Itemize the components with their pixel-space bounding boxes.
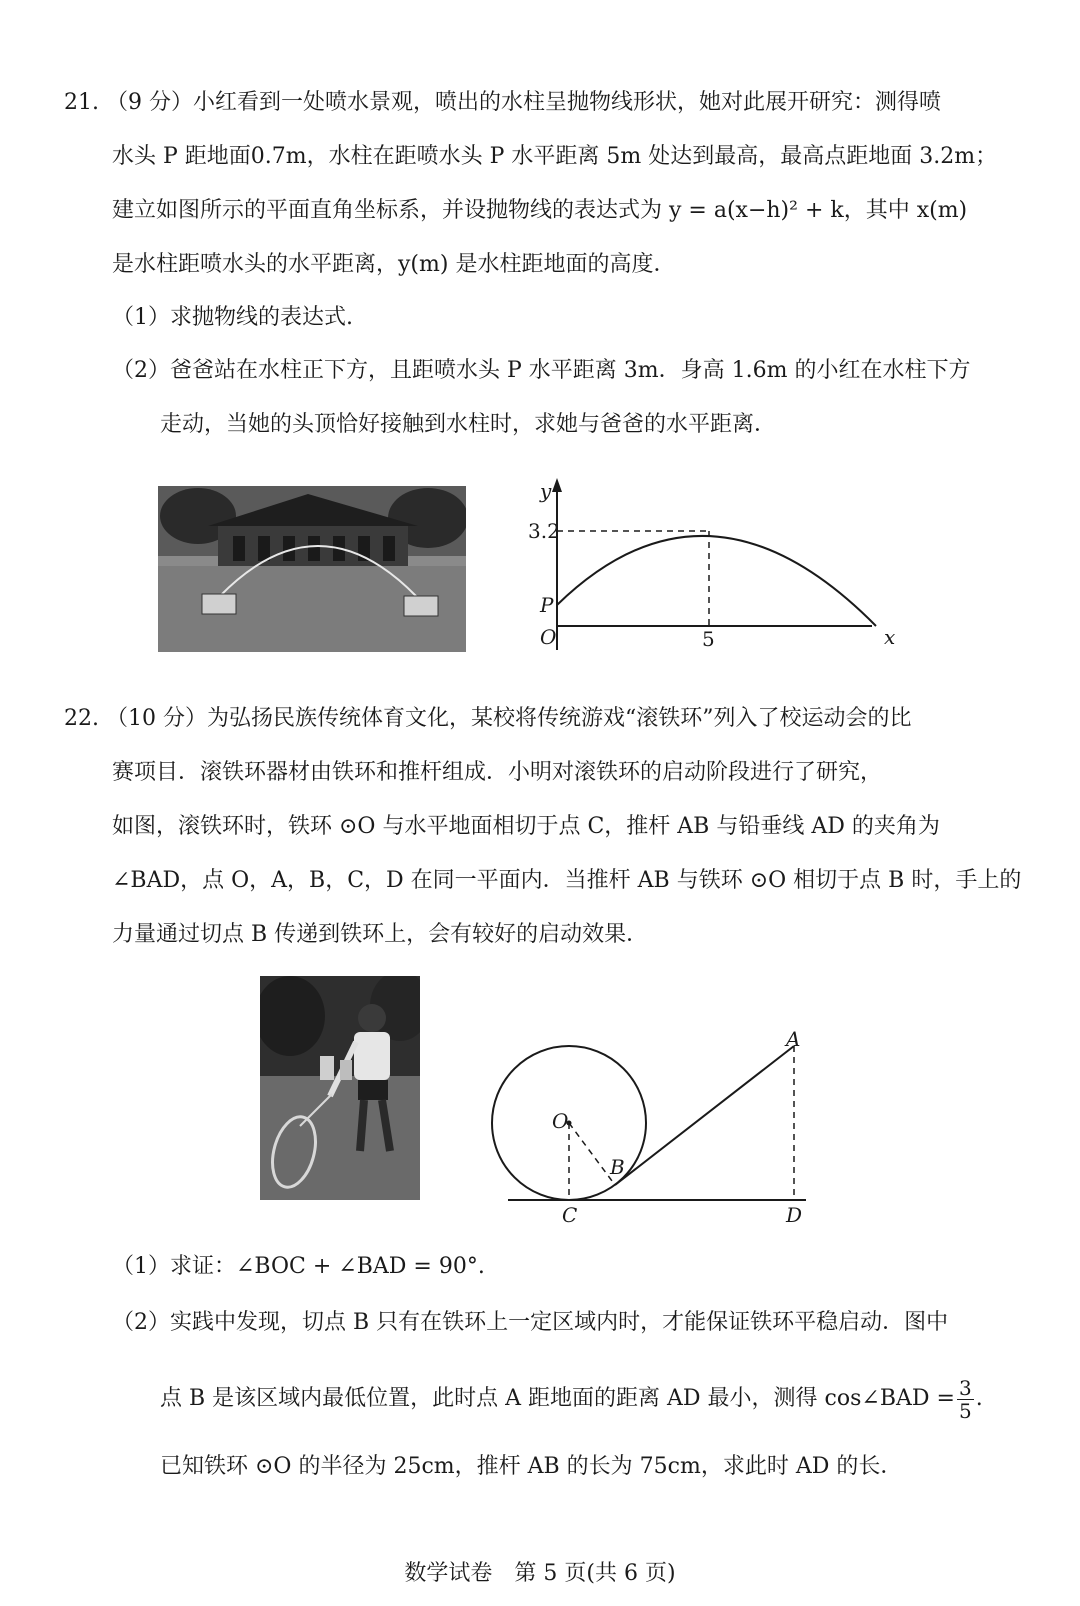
p-label: P — [540, 593, 554, 617]
radius-ob — [569, 1123, 615, 1185]
push-rod-ab — [615, 1046, 794, 1185]
q21-line-4: 是水柱距喷水头的水平距离，y(m) 是水柱距地面的高度． — [112, 252, 676, 277]
q22-line-4: ∠BAD，点 O，A，B，C，D 在同一平面内．当推杆 AB 与铁环 ⊙O 相切于点 B 时，手上的 — [112, 868, 1022, 893]
parabola-curve — [557, 536, 876, 626]
q21-parabola-graph — [520, 474, 920, 656]
q22-line-5: 力量通过切点 B 传递到铁环上，会有较好的启动效果． — [112, 922, 649, 947]
fountain-photo — [158, 486, 466, 652]
q21-part-1: （1）求抛物线的表达式. — [112, 305, 353, 330]
q22-line-2: 赛项目．滚铁环器材由铁环和推杆组成．小明对滚铁环的启动阶段进行了研究， — [112, 760, 883, 785]
label-d: D — [786, 1203, 803, 1227]
fraction-numerator: 3 — [958, 1375, 972, 1400]
q21-line-1: 21. （9 分）小红看到一处喷水景观，喷出的水柱呈抛物线形状，她对此展开研究：测得喷 — [64, 90, 941, 115]
x-tick-label: 5 — [702, 627, 715, 651]
q21-part-2-line-1: （2）爸爸站在水柱正下方，且距喷水头 P 水平距离 3m．身高 1.6m 的小红在水柱下方 — [112, 358, 971, 383]
q22-part-2-line-3: 已知铁环 ⊙O 的半径为 25cm，推杆 AB 的长为 75cm，求此时 AD 的长． — [160, 1454, 903, 1479]
q21-line-3: 建立如图所示的平面直角坐标系，并设抛物线的表达式为 y = a(x−h)² + k，其中 x(m) — [112, 198, 968, 223]
q22-part-2-line-2 — [160, 1374, 983, 1424]
cos-fraction — [957, 1377, 974, 1422]
label-b: B — [610, 1155, 625, 1179]
origin-label: O — [540, 625, 557, 649]
y-tick-label: 3.2 — [528, 519, 560, 543]
label-c: C — [562, 1203, 578, 1227]
q22-line-3: 如图，滚铁环时，铁环 ⊙O 与水平地面相切于点 C，推杆 AB 与铅垂线 AD 的夹角为 — [112, 814, 940, 839]
q22-part-2-line-1: （2）实践中发现，切点 B 只有在铁环上一定区域内时，才能保证铁环平稳启动．图中 — [112, 1310, 949, 1335]
label-a: A — [786, 1027, 801, 1051]
y-axis-label: y — [540, 479, 552, 503]
fraction-denominator: 5 — [958, 1398, 972, 1423]
y-axis-arrow — [552, 478, 562, 492]
q22-geometry-figure — [490, 1026, 830, 1230]
label-o: O — [552, 1109, 569, 1133]
x-axis-label: x — [884, 625, 896, 649]
page-footer: 数学试卷 第 5 页(共 6 页) — [404, 1561, 676, 1586]
q22-part-1: （1）求证：∠BOC + ∠BAD = 90°. — [112, 1254, 485, 1279]
q21-part-2-line-2: 走动，当她的头顶恰好接触到水柱时，求她与爸爸的水平距离． — [160, 412, 777, 437]
q22-line-1: 22. （10 分）为弘扬民族传统体育文化，某校将传统游戏“滚铁环”列入了校运动会的比 — [64, 706, 912, 731]
q22-part-2-period: . — [975, 1386, 983, 1411]
q21-line-2: 水头 P 距地面0.7m，水柱在距喷水头 P 水平距离 5m 处达到最高，最高点距地面 3.2m； — [112, 144, 998, 169]
hoop-rolling-photo — [260, 976, 420, 1200]
q22-part-2-text: 点 B 是该区域内最低位置，此时点 A 距地面的距离 AD 最小，测得 cos∠BAD = — [160, 1386, 955, 1411]
